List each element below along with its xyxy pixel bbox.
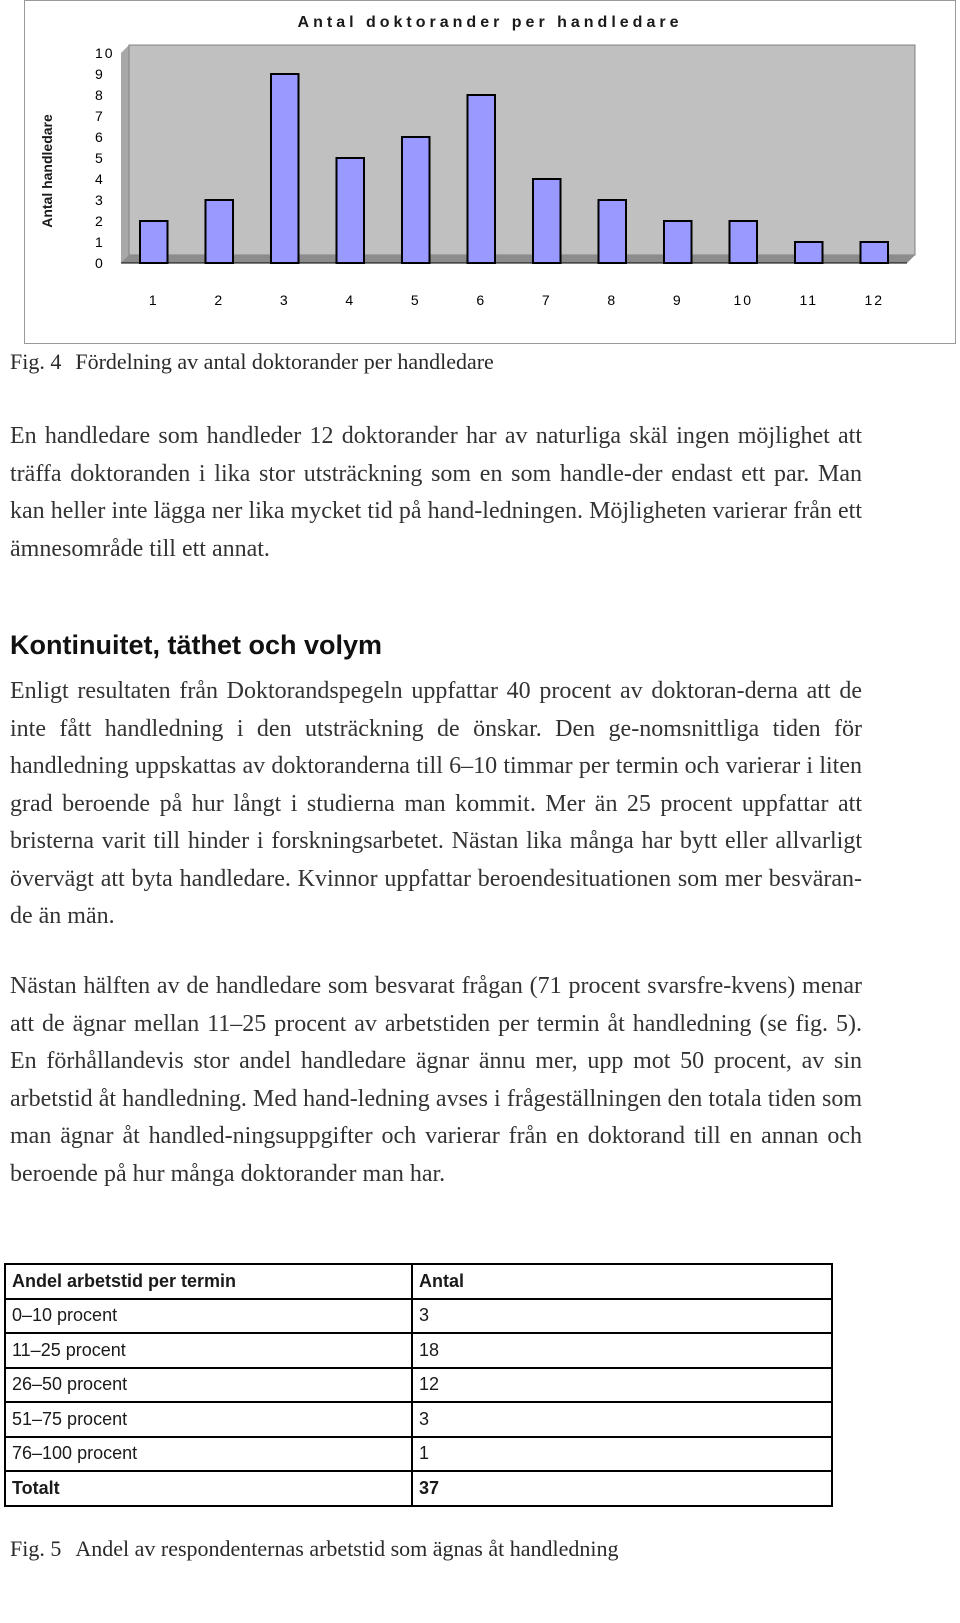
table-header-cell: Andel arbetstid per termin: [5, 1264, 412, 1299]
table-cell: 0–10 procent: [5, 1299, 412, 1334]
y-tick-label: 10: [95, 45, 115, 61]
table-row: [5, 1402, 832, 1437]
y-tick-label: 0: [95, 255, 105, 271]
table-row: [5, 1299, 832, 1334]
x-tick-label: 8: [607, 292, 618, 308]
x-tick-label: 5: [410, 292, 421, 308]
table-total-row: [5, 1471, 832, 1506]
x-tick-label: 6: [476, 292, 487, 308]
figure-5-number: Fig. 5: [10, 1536, 62, 1561]
table-header-row: [5, 1264, 832, 1299]
table-cell: 3: [412, 1299, 832, 1334]
x-tick-label: 10: [733, 292, 754, 308]
bar: [860, 242, 888, 263]
table-cell: 3: [412, 1402, 832, 1437]
y-tick-label: 5: [95, 150, 105, 166]
bar: [336, 158, 364, 263]
table-row: [5, 1437, 832, 1472]
x-tick-label: 11: [799, 292, 819, 308]
y-tick-label: 7: [95, 108, 105, 124]
table-cell: 18: [412, 1333, 832, 1368]
bar: [271, 74, 299, 263]
y-tick-label: 8: [95, 87, 105, 103]
table-row: [5, 1333, 832, 1368]
bar: [795, 242, 823, 263]
y-tick-label: 6: [95, 129, 105, 145]
x-tick-label: 3: [279, 292, 290, 308]
figure-5-caption: [10, 1536, 618, 1562]
y-tick-label: 3: [95, 192, 105, 208]
table-cell: 26–50 procent: [5, 1368, 412, 1403]
x-tick-label: 2: [214, 292, 225, 308]
chart-title: Antal doktorander per handledare: [297, 14, 683, 31]
figure-4-caption: [10, 349, 494, 375]
bar: [402, 137, 430, 263]
x-tick-label: 9: [672, 292, 683, 308]
bar: [140, 221, 168, 263]
bar: [664, 221, 692, 263]
table-cell: 1: [412, 1437, 832, 1472]
y-tick-label: 2: [95, 213, 105, 229]
y-tick-label: 4: [95, 171, 105, 187]
table-cell: 11–25 procent: [5, 1333, 412, 1368]
x-tick-label: 7: [541, 292, 552, 308]
table-total-label: Totalt: [5, 1471, 412, 1506]
bar: [467, 95, 495, 263]
table-header-cell: Antal: [412, 1264, 832, 1299]
figure-4-text: Fördelning av antal doktorander per handledare: [75, 349, 494, 374]
table-cell: 76–100 procent: [5, 1437, 412, 1472]
x-tick-label: 4: [345, 292, 356, 308]
bar: [205, 200, 233, 263]
x-tick-label: 12: [864, 292, 885, 308]
table-cell: 12: [412, 1368, 832, 1403]
bar: [729, 221, 757, 263]
paragraph-3: Nästan hälften av de handledare som besvarat frågan (71 procent svarsfre-kvens) menar att de ägnar mellan 11–25 procent av arbetstiden per termin åt handledning (se fig. 5). En förhållandevis stor andel handledare ägnar ännu mer, upp mot 50 procent, av sin arbetstid åt handledning. Med hand-ledning avses i frågeställningen den totala tiden som man ägnar åt handled-ningsuppgifter och varierar från en doktorand till en annan och beroende på hur många doktorander man har.: [10, 973, 862, 1187]
bar-chart: [24, 0, 956, 344]
chart-y-axis-label: Antal handledare: [39, 114, 55, 228]
table-cell: 51–75 procent: [5, 1402, 412, 1437]
bar: [533, 179, 561, 263]
y-tick-label: 1: [95, 234, 105, 250]
x-tick-label: 1: [148, 292, 159, 308]
plot-area: [129, 45, 915, 255]
figure-4-number: Fig. 4: [10, 349, 62, 374]
chart-plot: [25, 1, 955, 343]
bar: [598, 200, 626, 263]
paragraph-1: En handledare som handleder 12 doktorander har av naturliga skäl ingen möjlighet att träffa doktoranden i lika stor utsträckning som en som handle-der endast ett par. Man kan heller inte lägga ner lika mycket tid på hand-ledningen. Möjligheten varierar från ett ämnesområde till ett annat.: [10, 423, 862, 562]
paragraph-2: Enligt resultaten från Doktorandspegeln uppfattar 40 procent av doktoran-derna att de inte fått handledning i den utsträckning de önskar. Den ge-nomsnittliga tiden för handledning uppskattas av doktoranderna till 6–10 timmar per termin och varierar i liten grad beroende på hur långt i studierna man kommit. Mer än 25 procent uppfattar att bristerna varit till hinder i forskningsarbetet. Nästan lika många har bytt eller allvarligt övervägt att byta handledare. Kvinnor uppfattar beroendesituationen som mer besväran-de än män.: [10, 678, 862, 929]
table-total-value: 37: [412, 1471, 832, 1506]
y-tick-label: 9: [95, 66, 105, 82]
worktime-table: [4, 1263, 833, 1507]
table-row: [5, 1368, 832, 1403]
figure-5-text: Andel av respondenternas arbetstid som ägnas åt handledning: [75, 1536, 619, 1561]
section-heading: Kontinuitet, täthet och volym: [10, 630, 383, 660]
